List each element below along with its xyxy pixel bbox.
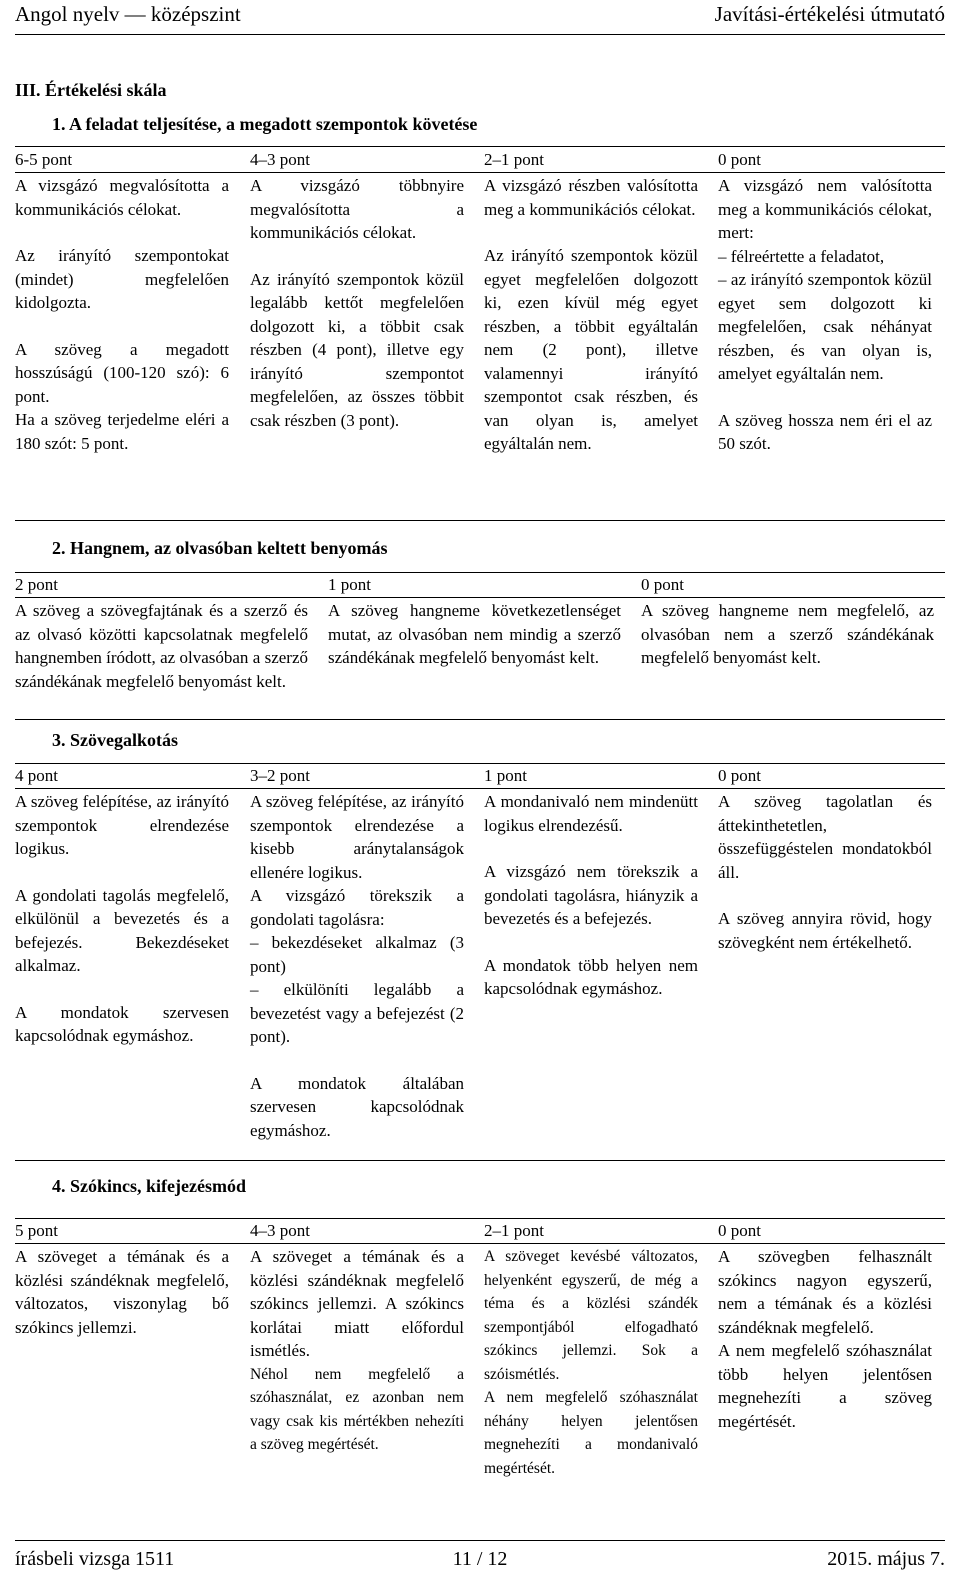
s2-col1-text: A szöveg a szövegfajtának és a szerző és az olvasó közötti kapcsolatnak megfelelő hangnemben íródott, az olvasóban a szerző szándékának megfelelő benyomást kelt. [15, 601, 308, 691]
header-doc-type: Javítási-értékelési útmutató [714, 2, 945, 26]
s4-col4-text [718, 1245, 932, 1433]
s3-c3-p1: A mondanivaló nem mindenütt logikus elrendezésű. [484, 792, 698, 835]
s1-c1-p1: A vizsgázó megvalósította a kommunikációs célokat. [15, 176, 229, 219]
s3-c2-p3: – bekezdéseket alkalmaz (3 pont) [250, 933, 464, 976]
s4-c2-p1: A szöveget a témának és a közlési szándéknak megfelelő szókincs jellemzi. A szókincs korlátai miatt előfordul ismétlés. [250, 1247, 464, 1360]
s1-title: 1. A feladat teljesítése, a megadott szempontok követése [52, 114, 478, 134]
s1-col3-header: 2–1 pont [484, 150, 544, 169]
s1-c4-p2: – félreértette a feladatot, [718, 246, 885, 266]
s3-col2-text [250, 790, 464, 1142]
s1-col3-text [484, 174, 698, 456]
s2-col3-header: 0 pont [641, 575, 684, 594]
s3-top-rule [15, 763, 945, 764]
s3-c2-p2: A vizsgázó törekszik a gondolati tagolásra: [250, 886, 464, 929]
s4-header-rule [15, 1243, 945, 1244]
s4-c4-p1: A szövegben felhasznált szókincs nagyon egyszerű, nem a témának és a közlési szándéknak megfelelő. [718, 1247, 932, 1337]
s4-col3-text [484, 1245, 698, 1480]
s4-title: 4. Szókincs, kifejezésmód [52, 1176, 246, 1196]
s1-c1-p4: Ha a szöveg terjedelme eléri a 180 szót: 5 pont. [15, 410, 229, 453]
s3-header-rule [15, 788, 945, 789]
s1-header-rule [15, 172, 945, 173]
s3-c4-p1: A szöveg tagolatlan és áttekinthetetlen, összefüggéstelen mondatokból áll. [718, 792, 932, 882]
s4-c3-p2: A nem megfelelő szóhasználat néhány helyen jelentősen megnehezíti a mondanivaló megértését. [484, 1389, 698, 1477]
s1-col4-text [718, 174, 932, 456]
s1-c4-p4: A szöveg hossza nem éri el az 50 szót. [718, 410, 932, 453]
page-header [15, 2, 945, 32]
s1-col1-header: 6-5 pont [15, 150, 73, 169]
header-rule [15, 34, 945, 35]
s2-bottom-rule [15, 719, 945, 720]
s3-col4-text [718, 790, 932, 954]
s1-c2-p2: Az irányító szempontok közül legalább kettőt megfelelően dolgozott ki, a többit csak részben (4 pont), illetve egy irányító szempontot megfelelően, az összes többit csak részben (3 pont). [250, 269, 464, 430]
section-title: III. Értékelési skála [15, 80, 167, 100]
s1-bottom-rule [15, 520, 945, 521]
s3-col3-text [484, 790, 698, 1001]
s1-c2-p1: A vizsgázó többnyire megvalósította a kommunikációs célokat. [250, 176, 464, 242]
s1-c3-p1: A vizsgázó részben valósította meg a kommunikációs célokat. [484, 176, 698, 219]
s1-col4-header: 0 pont [718, 150, 761, 169]
s3-c4-p2: A szöveg annyira rövid, hogy szövegként nem értékelhető. [718, 909, 932, 952]
header-subject: Angol nyelv — középszint [15, 2, 241, 26]
s3-col3-header: 1 pont [484, 766, 527, 785]
s3-col1-text [15, 790, 229, 1048]
s1-c4-p1: A vizsgázó nem valósította meg a kommunikációs célokat, mert: [718, 176, 932, 242]
s3-c2-p1: A szöveg felépítése, az irányító szempontok elrendezése a kisebb aránytalanságok ellenére logikus. [250, 792, 464, 882]
s4-col1-header: 5 pont [15, 1221, 58, 1240]
s4-c3-p1: A szöveget kevésbé változatos, helyenként egyszerű, de még a téma és a közlési szándék szempontjából elfogadható szókincs jellemzi. Sok a szóismétlés. [484, 1248, 698, 1383]
s1-c3-p2: Az irányító szempontok közül egyet megfelelően dolgozott ki, ezen kívül még egyet részben, a többit egyáltalán nem (2 pont), illetve valamennyi irányító szempontot csak részben, és van olyan is, amelyet egyáltalán nem. [484, 246, 698, 453]
s1-top-rule [15, 146, 945, 147]
s2-col2-header: 1 pont [328, 575, 371, 594]
s1-col1-text [15, 174, 229, 455]
s1-col2-text [250, 174, 464, 432]
s4-col2-text [250, 1245, 464, 1457]
s3-c2-p5: A mondatok általában szervesen kapcsolódnak egymáshoz. [250, 1073, 464, 1140]
footer-rule [15, 1540, 945, 1541]
s2-col2-text: A szöveg hangneme következetlenséget mutat, az olvasóban nem mindig a szerző szándékának megfelelő benyomást kelt. [328, 601, 621, 667]
s3-title: 3. Szövegalkotás [52, 730, 178, 750]
s4-col3-header: 2–1 pont [484, 1221, 544, 1240]
footer-page-number: 11 / 12 [452, 1548, 508, 1570]
s3-c1-p2: A gondolati tagolás megfelelő, elkülönül a bevezetés és a befejezés. Bekezdéseket alkalmaz. [15, 885, 229, 975]
s4-col2-header: 4–3 pont [250, 1221, 310, 1240]
s3-c1-p1: A szöveg felépítése, az irányító szempontok elrendezése logikus. [15, 792, 229, 858]
s3-c2-p4: – elkülöníti legalább a bevezetést vagy a befejezést (2 pont). [250, 980, 464, 1046]
footer-exam-code: írásbeli vizsga 1511 [15, 1548, 175, 1570]
s2-col1-header: 2 pont [15, 575, 58, 594]
s4-top-rule [15, 1218, 945, 1219]
s3-c1-p3: A mondatok szervesen kapcsolódnak egymáshoz. [15, 1002, 229, 1045]
s1-c1-p3: A szöveg a megadott hosszúságú (100-120 szó): 6 pont. [15, 339, 229, 406]
s2-title: 2. Hangnem, az olvasóban keltett benyomás [52, 538, 388, 558]
s4-col1-text: A szöveget a témának és a közlési szándéknak megfelelő, változatos, viszonylag bő szókincs jellemzi. [15, 1247, 229, 1337]
s3-bottom-rule [15, 1160, 945, 1161]
s2-col3-text: A szöveg hangneme nem megfelelő, az olvasóban nem a szerző szándékának megfelelő benyomást kelt. [641, 601, 934, 667]
s2-top-rule [15, 572, 945, 573]
s3-col1-header: 4 pont [15, 766, 58, 785]
s2-header-rule [15, 597, 945, 598]
s3-col4-header: 0 pont [718, 766, 761, 785]
s1-col2-header: 4–3 pont [250, 150, 310, 169]
s3-col2-header: 3–2 pont [250, 766, 310, 785]
s4-col4-header: 0 pont [718, 1221, 761, 1240]
s4-c4-p2: A nem megfelelő szóhasználat több helyen jelentősen megnehezíti a szöveg megértését. [718, 1341, 932, 1431]
s3-c3-p2: A vizsgázó nem törekszik a gondolati tagolásra, hiányzik a bevezetés és a befejezés. [484, 862, 698, 928]
footer-date: 2015. május 7. [827, 1548, 945, 1570]
s3-c3-p3: A mondatok több helyen nem kapcsolódnak egymáshoz. [484, 955, 698, 998]
s4-c2-p2: Néhol nem megfelelő a szóhasználat, ez azonban nem vagy csak kis mértékben nehezíti a szöveg megértését. [250, 1365, 464, 1453]
s1-c4-p3: – az irányító szempontok közül egyet sem dolgozott ki megfelelően, csak néhányat részben, és van olyan is, amelyet egyáltalán nem. [718, 270, 932, 383]
s1-c1-p2: Az irányító szempontokat (mindet) megfelelően kidolgozta. [15, 246, 229, 312]
